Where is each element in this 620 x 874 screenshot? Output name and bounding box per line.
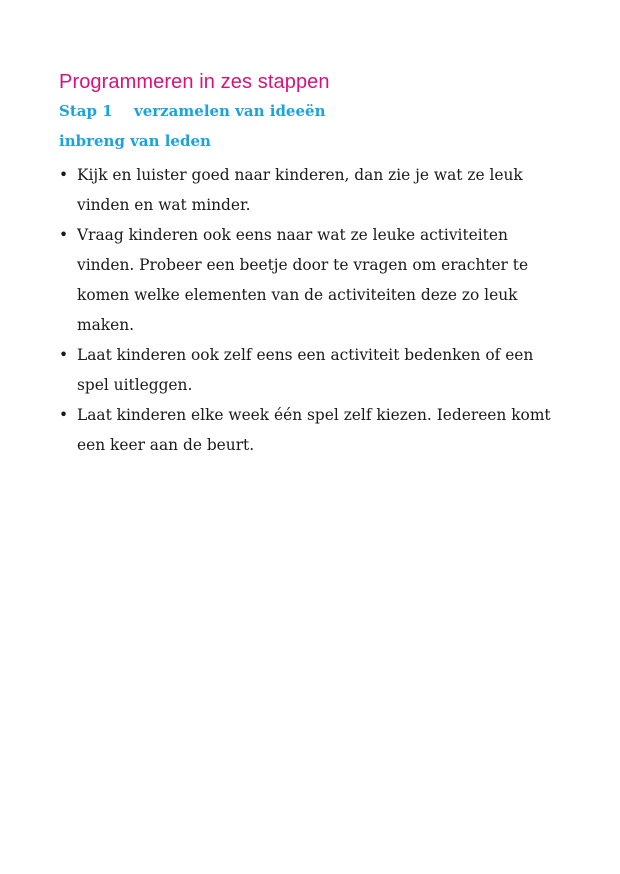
step-number: Stap 1 — [59, 102, 113, 120]
list-item-text: Vraag kinderen ook eens naar wat ze leuke activiteiten vinden. Probeer een beetje door te vragen om erachter te komen welke elementen van de activiteiten deze zo leuk maken. — [77, 226, 529, 334]
bullet-list — [59, 160, 560, 460]
list-item — [59, 220, 560, 340]
bullet-icon: • — [59, 346, 69, 364]
list-item — [59, 160, 560, 220]
list-item-text: Laat kinderen elke week één spel zelf kiezen. Iedereen komt een keer aan de beurt. — [77, 406, 551, 454]
list-item-text: Kijk en luister goed naar kinderen, dan zie je wat ze leuk vinden en wat minder. — [77, 166, 523, 214]
step-heading — [59, 100, 560, 122]
list-item — [59, 400, 560, 460]
bullet-icon: • — [59, 166, 69, 184]
list-item-text: Laat kinderen ook zelf eens een activiteit bedenken of een spel uitleggen. — [77, 346, 534, 394]
page-title: Programmeren in zes stappen — [59, 71, 330, 93]
step-label: verzamelen van ideeën — [134, 102, 326, 120]
section-subheading: inbreng van leden — [59, 132, 211, 150]
bullet-icon: • — [59, 406, 69, 424]
bullet-icon: • — [59, 226, 69, 244]
list-item — [59, 340, 560, 400]
